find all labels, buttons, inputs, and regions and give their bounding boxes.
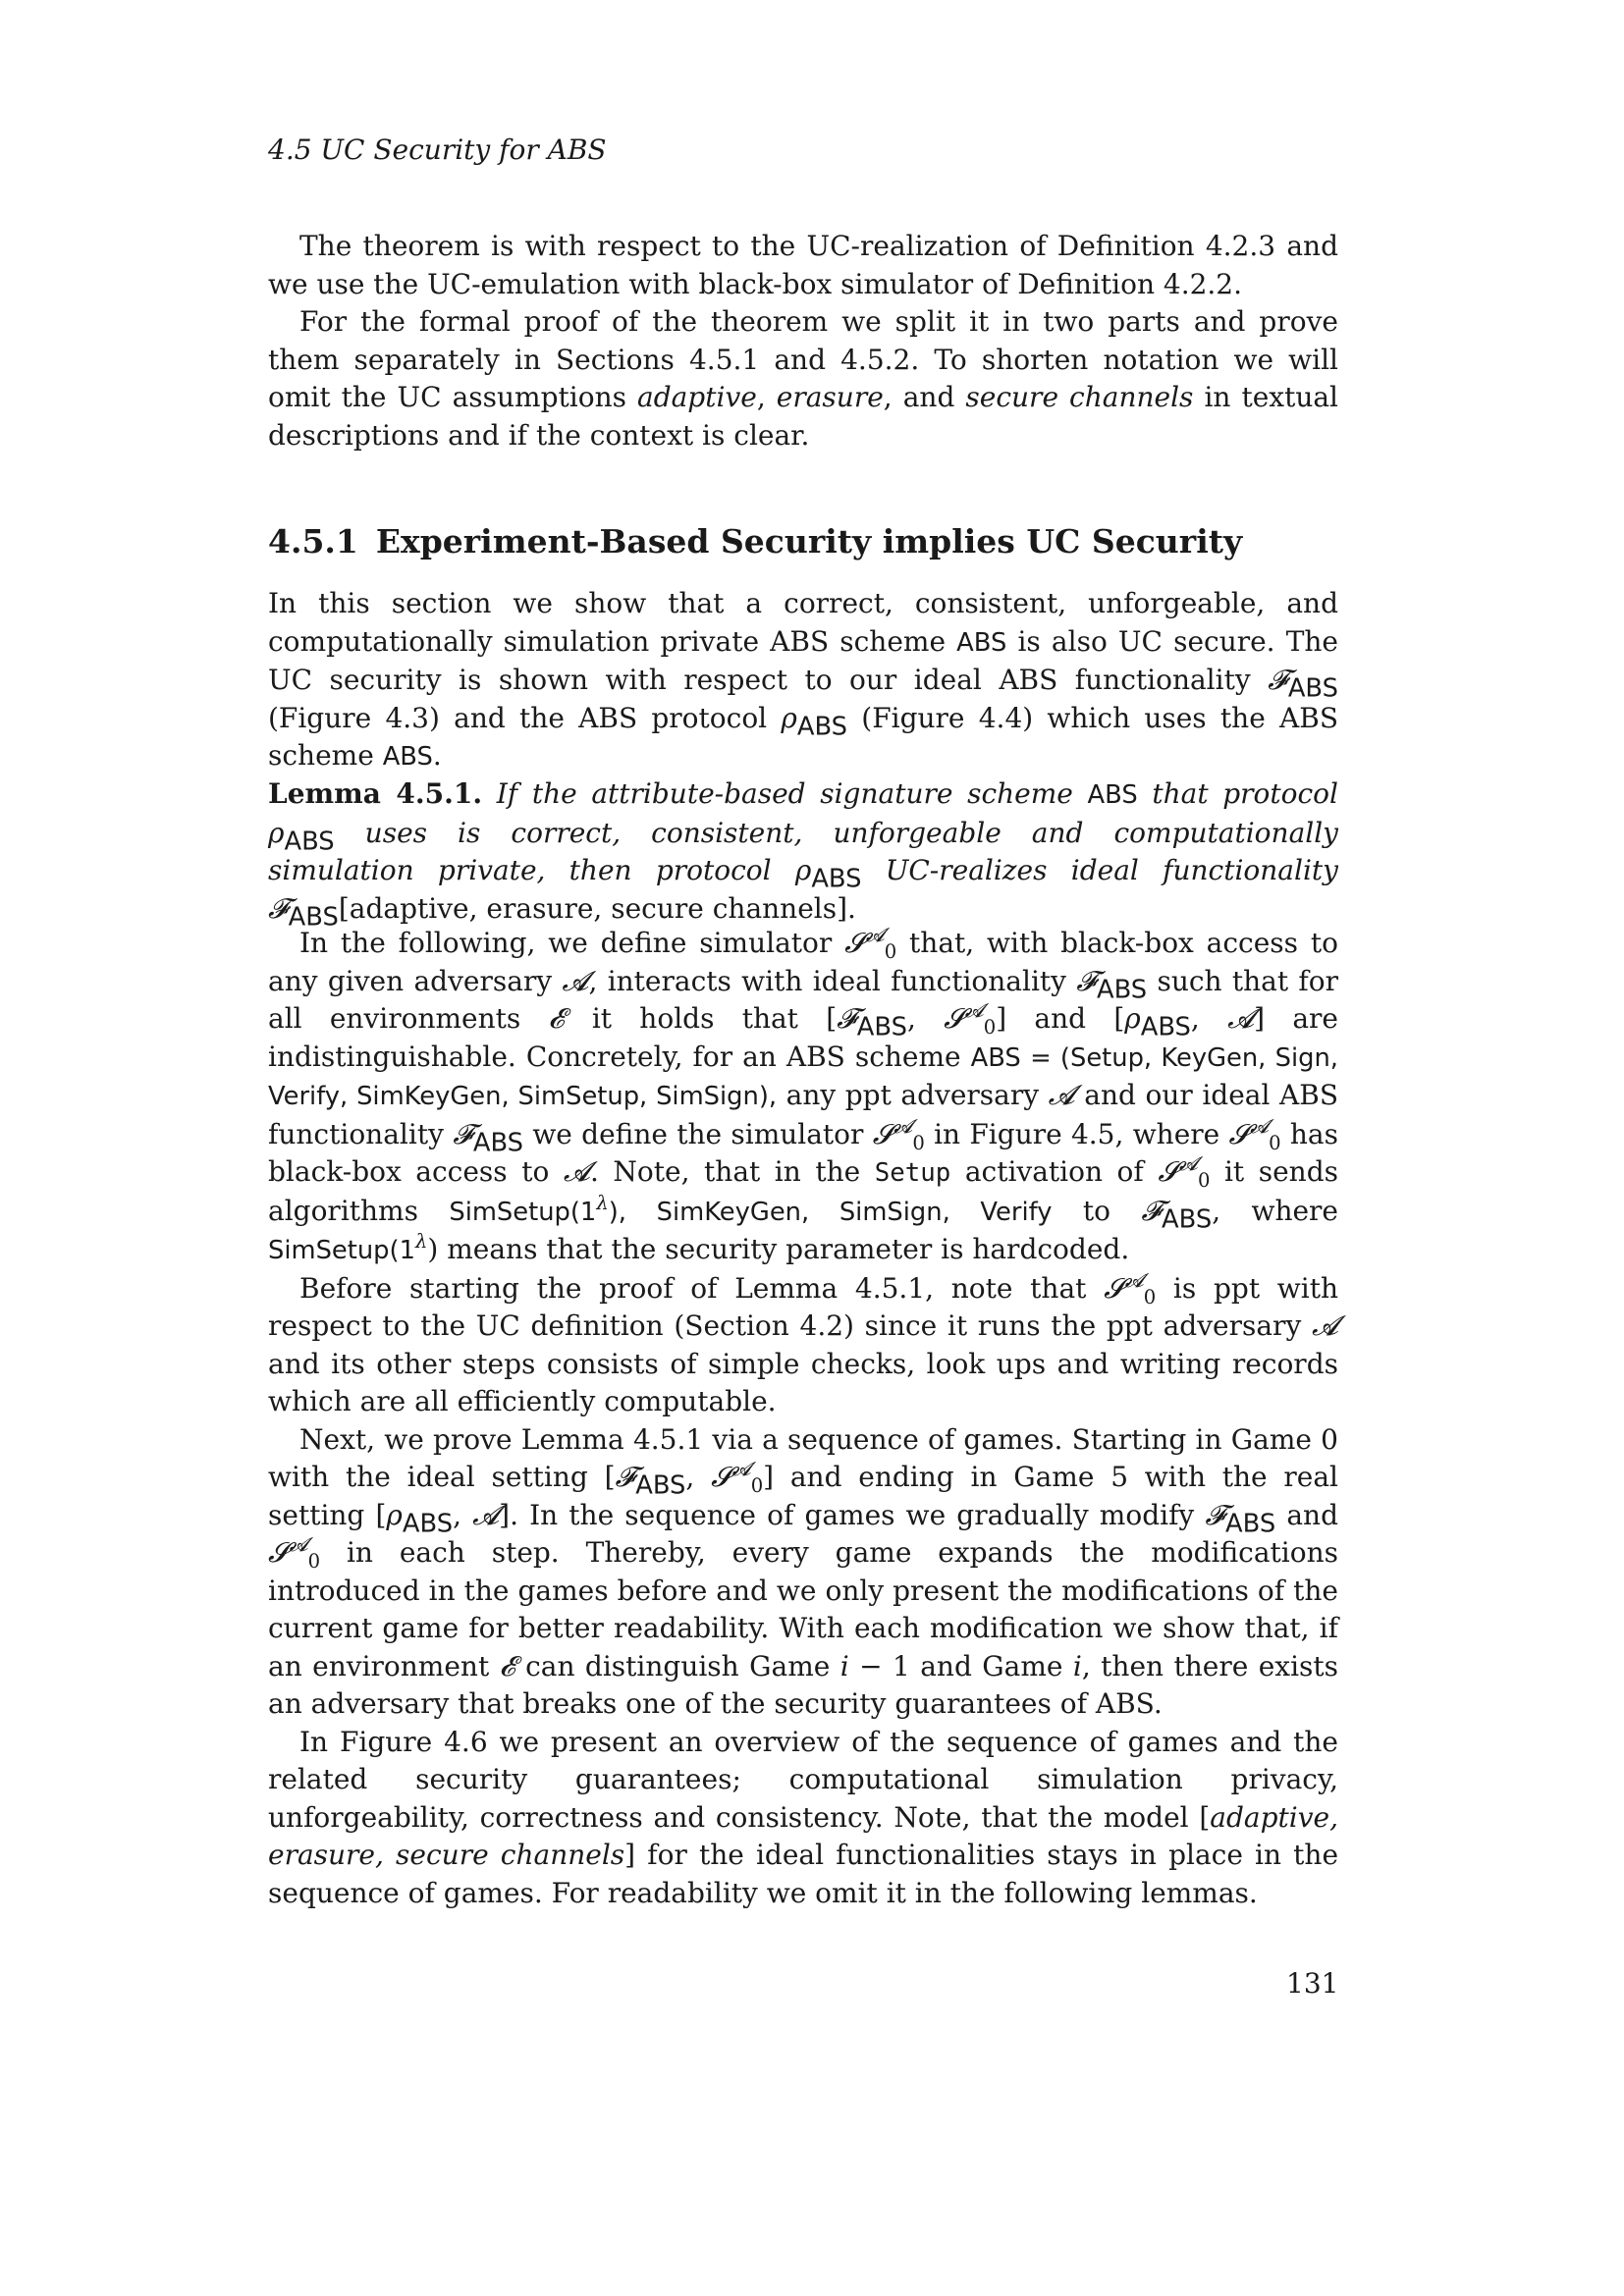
intro-paragraph-1: The theorem is with respect to the UC-realization of Definition 4.2.3 and we use the UC-emulation with black-box simulator of Definition 4.2.2. [268, 230, 1338, 300]
section-title: Experiment-Based Security implies UC Security [375, 522, 1243, 561]
lemma-label: Lemma 4.5.1. [268, 777, 483, 810]
section-number: 4.5.1 [268, 522, 358, 561]
section-intro-paragraph: In this section we show that a correct, consistent, unforgeable, and computationally simulation private ABS scheme ABS is also UC secure. The UC security is shown with respect to our ideal ABS functionality 𝓕$_{ABS}$ (Figure 4.3) and the ABS protocol $\rho_{ABS}$ (Figure 4.4) which uses the ABS scheme ABS. [268, 587, 1338, 772]
lemma-block [268, 775, 1338, 933]
proof-paragraph-4: In Figure 4.6 we present an overview of the sequence of games and the related security guarantees; computational simulation privacy, unforgeability, correctness and consistency. Note, that the model [adaptive, erasure, secure channels] for the ideal functionalities stays in place in the sequence of games. For readability we omit it in the following lemmas. [268, 1725, 1339, 1909]
proof-paragraph-1: In the following, we define simulator 𝓢$^𝓐_0$ that, with black-box access to any given adversary 𝓐, interacts with ideal functionality 𝓕$_{ABS}$ such that for all environments 𝓔 it holds that [𝓕$_{ABS}$, 𝓢$^𝓐_0$] and [$\rho_{ABS}$, 𝓐] are indistinguishable. Concretely, for an ABS scheme ABS = (Setup, KeyGen, Sign, Verify, SimKeyGen, SimSetup, SimSign), any ppt adversary 𝓐 and our ideal ABS functionality 𝓕$_{ABS}$ we define the simulator 𝓢$^𝓐_0$ in Figure 4.5, where 𝓢$^𝓐_0$ has black-box access to 𝓐. Note, that in the Setup activation of 𝓢$^𝓐_0$ it sends algorithms $SimSetup(1^\lambda)$, SimKeyGen, SimSign, Verify to 𝓕$_{ABS}$, where $SimSetup(1^\lambda)$ means that the security parameter is hardcoded. [268, 924, 1339, 1265]
intro-paragraph-2: For the formal proof of the theorem we split it in two parts and prove them separately in Sections 4.5.1 and 4.5.2. To shorten notation we will omit the UC assumptions adaptive, erasure, and secure channels in textual descriptions and if the context is clear. [268, 305, 1339, 452]
intro-block [268, 228, 1338, 454]
section-heading [268, 522, 1242, 561]
proof-paragraph-2: Before starting the proof of Lemma 4.5.1, note that 𝓢$^𝓐_0$ is ppt with respect to the UC definition (Section 4.2) since it runs the ppt adversary 𝓐 and its other steps consists of simple checks, look ups and writing records which are all efficiently computable. [268, 1268, 1338, 1417]
proof-block [268, 925, 1338, 1912]
proof-paragraph-3: Next, we prove Lemma 4.5.1 via a sequence of games. Starting in Game 0 with the ideal setting [𝓕$_{ABS}$, 𝓢$^𝓐_0$] and ending in Game 5 with the real setting [$\rho_{ABS}$, 𝓐]. In the sequence of games we gradually modify 𝓕$_{ABS}$ and 𝓢$^𝓐_0$ in each step. Thereby, every game expands the modifications introduced in the games before and we only present the modifications of the current game for better readability. With each modification we show that, if an environment 𝓔 can distinguish Game i − 1 and Game i, then there exists an adversary that breaks one of the security guarantees of ABS. [268, 1422, 1339, 1720]
page-number: 131 [1286, 1967, 1339, 2000]
lemma-statement: Lemma 4.5.1. If the attribute-based signature scheme ABS that protocol $\rho_{ABS}$ uses is correct, consistent, unforgeable and computationally simulation private, then protocol $\rho_{ABS}$ UC-realizes ideal functionality 𝓕$_{ABS}$[adaptive, erasure, secure channels]. [268, 777, 1338, 933]
running-header: 4.5 UC Security for ABS [268, 133, 607, 166]
section-intro-block [268, 585, 1338, 776]
